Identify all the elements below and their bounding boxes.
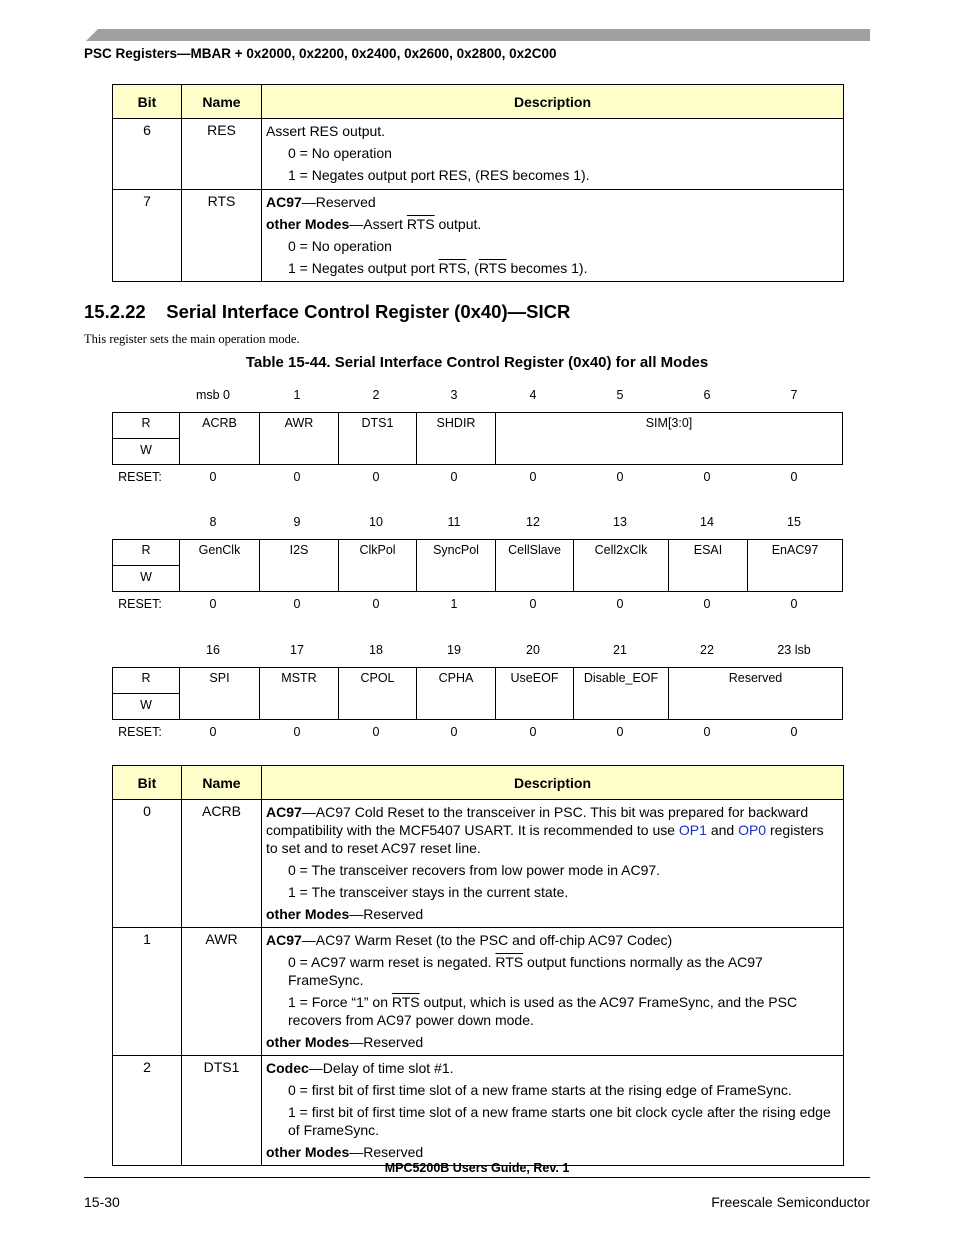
bit-number: 1 — [293, 388, 301, 402]
signal-rts: RTS — [406, 216, 435, 232]
mode-label: AC97 — [266, 194, 302, 210]
option-text: 1 = Force “1” on — [288, 994, 392, 1010]
mode-label: other Modes — [266, 906, 350, 922]
table-row — [113, 800, 844, 928]
mode-label: other Modes — [266, 216, 350, 232]
bit-number: 11 — [447, 515, 461, 529]
reset-row — [112, 470, 843, 486]
write-label: W — [140, 443, 152, 457]
signal-rts: RTS — [438, 260, 467, 276]
reset-value: 0 — [450, 725, 458, 739]
field-mstr: MSTR — [259, 668, 338, 719]
mode-label: AC97 — [266, 804, 302, 820]
table-row — [113, 119, 844, 190]
reset-label: RESET: — [118, 725, 162, 739]
desc-ac97 — [266, 931, 839, 949]
page-number: 15-30 — [84, 1194, 120, 1210]
link-op0[interactable]: OP0 — [738, 822, 767, 838]
mode-label: other Modes — [266, 1034, 350, 1050]
field-cell2xclk: Cell2xClk — [573, 540, 668, 591]
register-fields — [112, 667, 843, 720]
field-sim-3-0-: SIM[3:0] — [495, 413, 842, 464]
field-clkpol: ClkPol — [338, 540, 416, 591]
reset-value: 0 — [293, 725, 301, 739]
name-cell: RES — [182, 119, 262, 190]
field-acrb: ACRB — [179, 413, 259, 464]
reset-value: 0 — [703, 470, 711, 484]
desc-other — [266, 905, 839, 923]
desc-option: 0 = The transceiver recovers from low power mode in AC97. — [288, 862, 661, 878]
reset-value: 0 — [293, 470, 301, 484]
bit-cell: 1 — [113, 928, 182, 1056]
option-text: 1 = Negates output port — [288, 260, 439, 276]
bit-number: 5 — [616, 388, 624, 402]
desc-option — [266, 993, 839, 1029]
col-description: Description — [262, 766, 844, 800]
reset-value: 0 — [703, 597, 711, 611]
field-cpol: CPOL — [338, 668, 416, 719]
reset-value: 0 — [372, 470, 380, 484]
desc-option: 0 = first bit of first time slot of a new frame starts at the rising edge of FrameSync. — [288, 1082, 792, 1098]
field-disable-eof: Disable_EOF — [573, 668, 668, 719]
write-label: W — [140, 570, 152, 584]
name-cell: AWR — [182, 928, 262, 1056]
col-bit: Bit — [113, 766, 182, 800]
footer-title: MPC5200B Users Guide, Rev. 1 — [384, 1161, 570, 1175]
table-header-row — [113, 766, 844, 800]
desc-option: 1 = first bit of first time slot of a new frame starts one bit clock cycle after the rising edge of FrameSync. — [288, 1104, 831, 1138]
description-cell — [262, 800, 844, 928]
link-op1[interactable]: OP1 — [678, 822, 707, 838]
reset-value: 0 — [616, 470, 624, 484]
field-genclk: GenClk — [179, 540, 259, 591]
read-label: R — [141, 416, 151, 430]
field-esai: ESAI — [668, 540, 747, 591]
reset-value: 0 — [616, 725, 624, 739]
reset-value: 0 — [616, 597, 624, 611]
option-text: output, which is used as the AC97 FrameSync, and the PSC recovers from AC97 power down mode. — [288, 994, 798, 1028]
desc-lead: Assert RES output. — [266, 123, 386, 139]
bit-number: 9 — [293, 515, 301, 529]
reset-value: 0 — [790, 725, 798, 739]
desc-ac97 — [266, 193, 839, 211]
field-useeof: UseEOF — [495, 668, 573, 719]
mode-text: output. — [434, 216, 482, 232]
register-fields — [112, 539, 843, 592]
bit-number: 6 — [703, 388, 711, 402]
option-text: 0 = AC97 warm reset is negated. — [288, 954, 496, 970]
desc-option — [266, 953, 839, 989]
reset-row — [112, 597, 843, 613]
bit-number: 2 — [372, 388, 380, 402]
signal-rts: RTS — [391, 994, 420, 1010]
reset-value: 0 — [790, 597, 798, 611]
desc-ac97 — [266, 803, 839, 857]
bit-number: 12 — [526, 515, 540, 529]
bit-number: 23 lsb — [777, 643, 811, 657]
bit-number: 22 — [700, 643, 714, 657]
reset-value: 0 — [529, 470, 537, 484]
bit-number: 16 — [206, 643, 220, 657]
reset-value: 0 — [209, 725, 217, 739]
bit-cell: 6 — [113, 119, 182, 190]
reset-value: 0 — [450, 470, 458, 484]
section-title: Serial Interface Control Register (0x40)—SICR — [166, 301, 571, 322]
reset-value: 0 — [372, 597, 380, 611]
section-intro: This register sets the main operation mode. — [84, 332, 300, 346]
company-name: Freescale Semiconductor — [711, 1194, 870, 1210]
register-fields — [112, 412, 843, 465]
option-text: output functions normally as the AC97 FrameSync. — [288, 954, 763, 988]
field-awr: AWR — [259, 413, 338, 464]
description-cell — [262, 1056, 844, 1166]
description-cell — [262, 190, 844, 282]
rw-divider — [113, 693, 179, 694]
desc-other — [266, 215, 839, 233]
table-header-row — [113, 85, 844, 119]
bit-description-table-continued — [112, 84, 844, 282]
field-enac97: EnAC97 — [747, 540, 842, 591]
bit-cell: 0 — [113, 800, 182, 928]
bit-number: 8 — [209, 515, 217, 529]
field-spi: SPI — [179, 668, 259, 719]
bit-number: 19 — [447, 643, 461, 657]
field-dts1: DTS1 — [338, 413, 416, 464]
bit-number-row — [112, 643, 843, 659]
bit-number: 20 — [526, 643, 540, 657]
footer-divider — [84, 1177, 870, 1178]
field-i2s: I2S — [259, 540, 338, 591]
reset-value: 0 — [703, 725, 711, 739]
reset-value: 0 — [372, 725, 380, 739]
mode-label: Codec — [266, 1060, 309, 1076]
section-number: 15.2.22 — [84, 301, 146, 322]
bit-number: 15 — [787, 515, 801, 529]
table-caption: Table 15-44. Serial Interface Control Register (0x40) for all Modes — [245, 354, 709, 371]
register-row-2 — [112, 643, 843, 743]
rw-divider — [113, 438, 179, 439]
mode-text: —Reserved — [349, 1144, 424, 1160]
signal-rts: RTS — [495, 954, 524, 970]
reset-value: 0 — [529, 597, 537, 611]
read-label: R — [141, 671, 151, 685]
mode-text: —Reserved — [301, 194, 376, 210]
desc-codec — [266, 1059, 839, 1077]
bit-number: 3 — [450, 388, 458, 402]
bit-number: 10 — [369, 515, 383, 529]
read-label: R — [141, 543, 151, 557]
name-cell: ACRB — [182, 800, 262, 928]
col-bit: Bit — [113, 85, 182, 119]
bit-cell: 7 — [113, 190, 182, 282]
reset-value: 1 — [450, 597, 458, 611]
reset-row — [112, 725, 843, 741]
header-bar — [86, 29, 870, 41]
option-text: becomes 1). — [506, 260, 588, 276]
mode-label: other Modes — [266, 1144, 350, 1160]
mode-label: AC97 — [266, 932, 302, 948]
field-cpha: CPHA — [416, 668, 495, 719]
bit-number: 18 — [369, 643, 383, 657]
register-row-0 — [112, 388, 843, 488]
desc-option — [266, 259, 839, 277]
reset-value: 0 — [293, 597, 301, 611]
bit-number: 7 — [790, 388, 798, 402]
bit-description-table — [112, 765, 844, 1166]
description-cell — [262, 928, 844, 1056]
reset-value: 0 — [529, 725, 537, 739]
table-row — [113, 928, 844, 1056]
field-cellslave: CellSlave — [495, 540, 573, 591]
mode-text: —AC97 Cold Reset to the transceiver in PSC. This bit was prepared for backward compatibility with the MCF5407 USART. It is recommended to use — [266, 804, 809, 838]
signal-rts: RTS — [478, 260, 507, 276]
name-cell: RTS — [182, 190, 262, 282]
table-row — [113, 1056, 844, 1166]
mode-text: —Assert — [349, 216, 407, 232]
register-row-1 — [112, 515, 843, 615]
desc-option: 0 = No operation — [288, 145, 392, 161]
bit-number: msb 0 — [195, 388, 231, 402]
bit-number: 14 — [700, 515, 714, 529]
option-text: , ( — [466, 260, 479, 276]
desc-other — [266, 1033, 839, 1051]
table-row — [113, 190, 844, 282]
col-name: Name — [182, 85, 262, 119]
field-syncpol: SyncPol — [416, 540, 495, 591]
page-header: PSC Registers—MBAR + 0x2000, 0x2200, 0x2400, 0x2600, 0x2800, 0x2C00 — [84, 46, 557, 61]
col-name: Name — [182, 766, 262, 800]
reset-label: RESET: — [118, 597, 162, 611]
desc-option: 1 = The transceiver stays in the current state. — [288, 884, 569, 900]
bit-number: 4 — [529, 388, 537, 402]
mode-text: —Reserved — [349, 1034, 424, 1050]
desc-option: 0 = No operation — [288, 238, 392, 254]
field-reserved: Reserved — [668, 668, 842, 719]
mode-text: —AC97 Warm Reset (to the PSC and off-chip AC97 Codec) — [301, 932, 673, 948]
bit-number: 17 — [290, 643, 304, 657]
reset-value: 0 — [209, 597, 217, 611]
field-shdir: SHDIR — [416, 413, 495, 464]
bit-number: 13 — [613, 515, 627, 529]
col-description: Description — [262, 85, 844, 119]
bit-cell: 2 — [113, 1056, 182, 1166]
description-cell — [262, 119, 844, 190]
desc-option: 1 = Negates output port RES, (RES becomes 1). — [288, 167, 590, 183]
mode-text: registers to set and to reset AC97 reset line. — [266, 822, 824, 856]
bit-number: 21 — [613, 643, 627, 657]
reset-value: 0 — [209, 470, 217, 484]
bit-number-row — [112, 388, 843, 404]
reset-label: RESET: — [118, 470, 162, 484]
rw-divider — [113, 565, 179, 566]
reset-value: 0 — [790, 470, 798, 484]
desc-other — [266, 1143, 839, 1161]
mode-text: and — [706, 822, 739, 838]
mode-text: —Reserved — [349, 906, 424, 922]
name-cell: DTS1 — [182, 1056, 262, 1166]
section-heading — [84, 301, 570, 323]
mode-text: —Delay of time slot #1. — [308, 1060, 454, 1076]
write-label: W — [140, 698, 152, 712]
bit-number-row — [112, 515, 843, 531]
